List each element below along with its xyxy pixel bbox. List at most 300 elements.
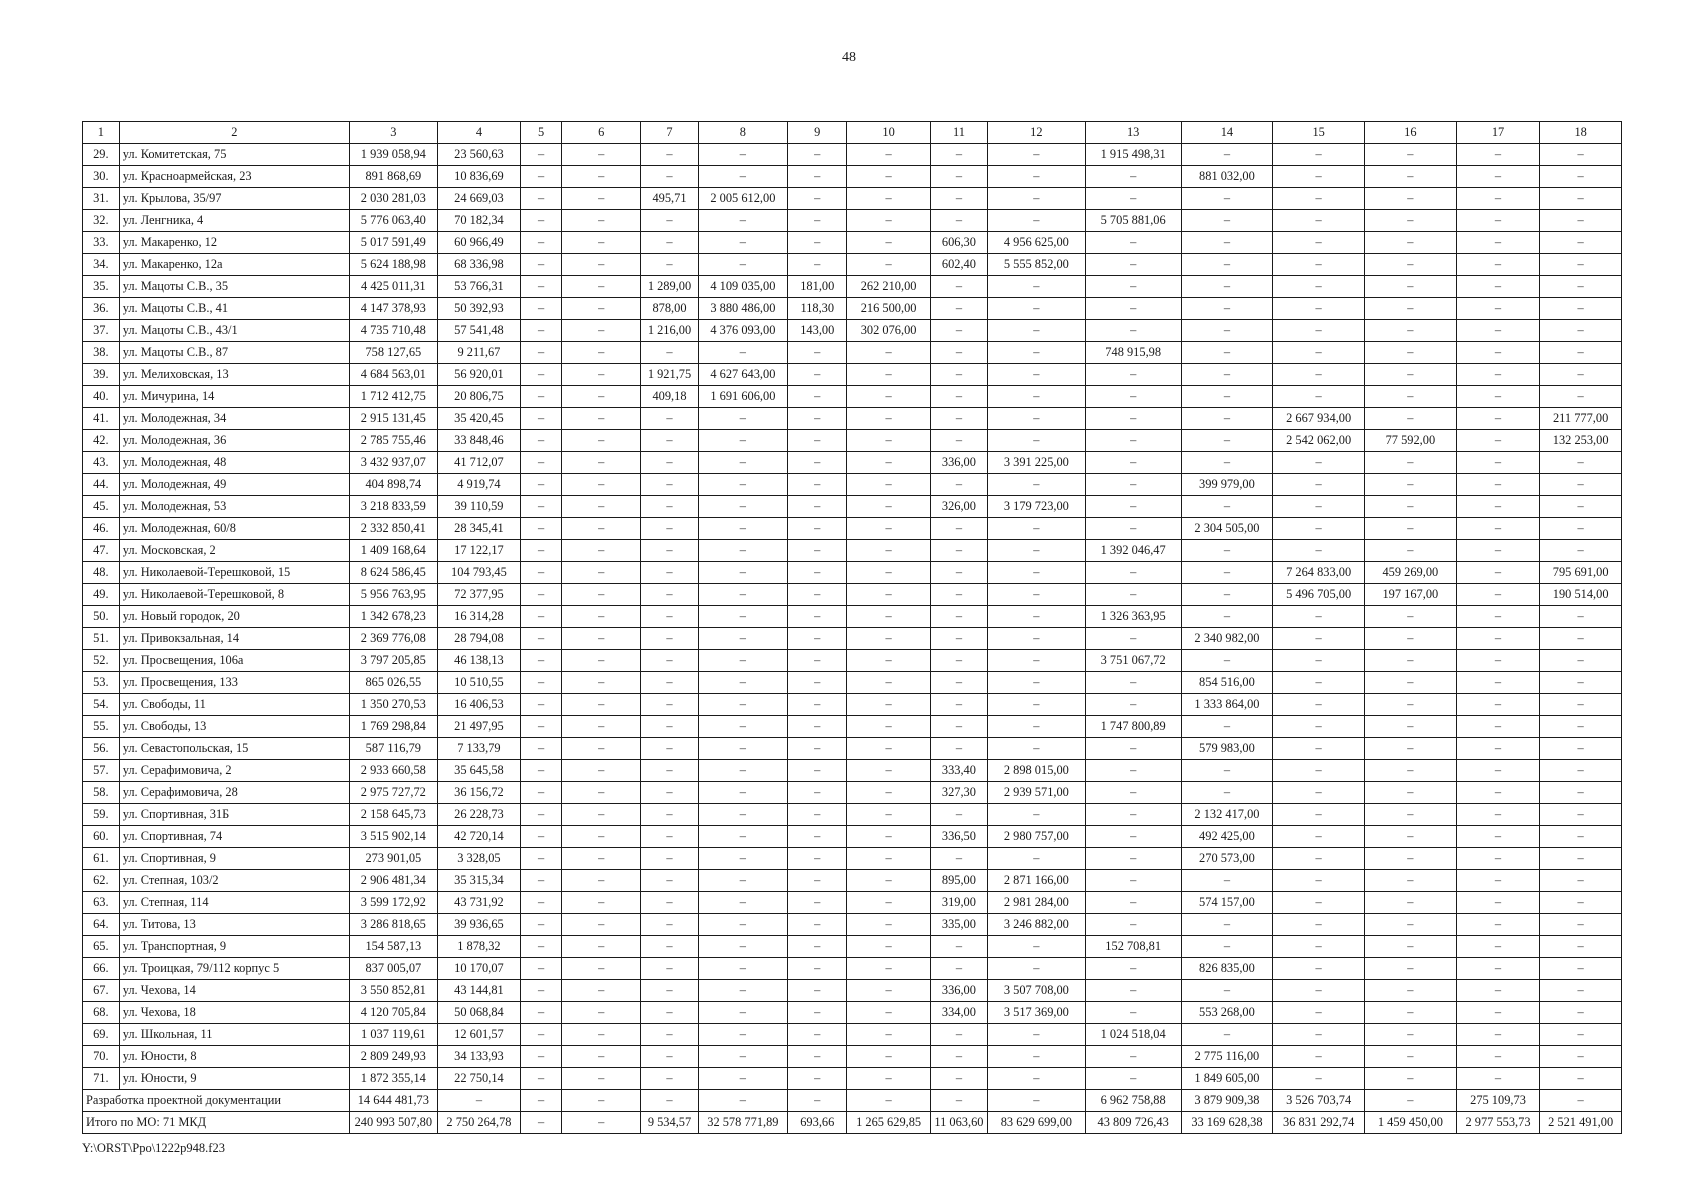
- value-cell: 10 510,55: [437, 672, 521, 694]
- empty-dash-cell: –: [1181, 144, 1273, 166]
- empty-dash-cell: –: [561, 210, 640, 232]
- value-cell: 4 147 378,93: [350, 298, 438, 320]
- empty-dash-cell: –: [1273, 386, 1365, 408]
- empty-dash-cell: –: [1181, 782, 1273, 804]
- empty-dash-cell: –: [561, 716, 640, 738]
- empty-dash-cell: –: [788, 144, 847, 166]
- design-documentation-row-label: Разработка проектной документации: [83, 1090, 350, 1112]
- value-cell: 891 868,69: [350, 166, 438, 188]
- value-cell: 41 712,07: [437, 452, 521, 474]
- empty-dash-cell: –: [1456, 870, 1540, 892]
- row-number-cell: 71.: [83, 1068, 120, 1090]
- value-cell: 1 409 168,64: [350, 540, 438, 562]
- empty-dash-cell: –: [1085, 870, 1181, 892]
- empty-dash-cell: –: [641, 1068, 698, 1090]
- row-number-cell: 56.: [83, 738, 120, 760]
- empty-dash-cell: –: [561, 606, 640, 628]
- empty-dash-cell: –: [930, 298, 987, 320]
- empty-dash-cell: –: [1365, 1068, 1457, 1090]
- empty-dash-cell: –: [930, 342, 987, 364]
- empty-dash-cell: –: [847, 980, 931, 1002]
- header-row: [83, 122, 1622, 144]
- value-cell: 26 228,73: [437, 804, 521, 826]
- empty-dash-cell: –: [930, 936, 987, 958]
- empty-dash-cell: –: [698, 804, 788, 826]
- value-cell: 2 369 776,08: [350, 628, 438, 650]
- empty-dash-cell: –: [987, 1046, 1085, 1068]
- value-cell: 606,30: [930, 232, 987, 254]
- empty-dash-cell: –: [521, 518, 562, 540]
- address-cell: ул. Чехова, 18: [119, 1002, 349, 1024]
- empty-dash-cell: –: [1365, 870, 1457, 892]
- empty-dash-cell: –: [698, 870, 788, 892]
- row-number-cell: 35.: [83, 276, 120, 298]
- empty-dash-cell: –: [1540, 496, 1622, 518]
- empty-dash-cell: –: [561, 760, 640, 782]
- empty-dash-cell: –: [641, 958, 698, 980]
- empty-dash-cell: –: [1085, 628, 1181, 650]
- empty-dash-cell: –: [698, 694, 788, 716]
- empty-dash-cell: –: [930, 188, 987, 210]
- address-cell: ул. Макаренко, 12: [119, 232, 349, 254]
- table-row: [83, 518, 1622, 540]
- empty-dash-cell: –: [1540, 914, 1622, 936]
- value-cell: 5 555 852,00: [987, 254, 1085, 276]
- value-cell: 12 601,57: [437, 1024, 521, 1046]
- value-cell: 865 026,55: [350, 672, 438, 694]
- empty-dash-cell: –: [1540, 166, 1622, 188]
- value-cell: 197 167,00: [1365, 584, 1457, 606]
- empty-dash-cell: –: [561, 298, 640, 320]
- empty-dash-cell: –: [641, 1046, 698, 1068]
- value-cell: 275 109,73: [1456, 1090, 1540, 1112]
- row-number-cell: 65.: [83, 936, 120, 958]
- empty-dash-cell: –: [1273, 540, 1365, 562]
- empty-dash-cell: –: [1085, 826, 1181, 848]
- empty-dash-cell: –: [1540, 782, 1622, 804]
- address-cell: ул. Ленгника, 4: [119, 210, 349, 232]
- row-number-cell: 62.: [83, 870, 120, 892]
- value-cell: 56 920,01: [437, 364, 521, 386]
- value-cell: 3 328,05: [437, 848, 521, 870]
- empty-dash-cell: –: [561, 628, 640, 650]
- empty-dash-cell: –: [930, 1090, 987, 1112]
- empty-dash-cell: –: [987, 364, 1085, 386]
- empty-dash-cell: –: [1540, 650, 1622, 672]
- empty-dash-cell: –: [437, 1090, 521, 1112]
- value-cell: 53 766,31: [437, 276, 521, 298]
- value-cell: 20 806,75: [437, 386, 521, 408]
- empty-dash-cell: –: [1456, 320, 1540, 342]
- empty-dash-cell: –: [1181, 364, 1273, 386]
- empty-dash-cell: –: [1365, 980, 1457, 1002]
- empty-dash-cell: –: [1085, 914, 1181, 936]
- empty-dash-cell: –: [521, 342, 562, 364]
- empty-dash-cell: –: [1540, 694, 1622, 716]
- empty-dash-cell: –: [561, 232, 640, 254]
- value-cell: 693,66: [788, 1112, 847, 1134]
- empty-dash-cell: –: [1273, 1024, 1365, 1046]
- row-number-cell: 55.: [83, 716, 120, 738]
- empty-dash-cell: –: [641, 716, 698, 738]
- empty-dash-cell: –: [1085, 1068, 1181, 1090]
- empty-dash-cell: –: [1085, 496, 1181, 518]
- value-cell: 43 809 726,43: [1085, 1112, 1181, 1134]
- address-cell: ул. Мичурина, 14: [119, 386, 349, 408]
- empty-dash-cell: –: [698, 628, 788, 650]
- column-header: 17: [1456, 122, 1540, 144]
- value-cell: 2 981 284,00: [987, 892, 1085, 914]
- empty-dash-cell: –: [561, 584, 640, 606]
- empty-dash-cell: –: [788, 386, 847, 408]
- value-cell: 50 392,93: [437, 298, 521, 320]
- address-cell: ул. Серафимовича, 2: [119, 760, 349, 782]
- empty-dash-cell: –: [521, 496, 562, 518]
- empty-dash-cell: –: [641, 848, 698, 870]
- value-cell: 5 624 188,98: [350, 254, 438, 276]
- empty-dash-cell: –: [788, 826, 847, 848]
- empty-dash-cell: –: [788, 1068, 847, 1090]
- empty-dash-cell: –: [521, 474, 562, 496]
- empty-dash-cell: –: [1085, 298, 1181, 320]
- empty-dash-cell: –: [698, 826, 788, 848]
- empty-dash-cell: –: [561, 408, 640, 430]
- table-row: [83, 144, 1622, 166]
- empty-dash-cell: –: [847, 408, 931, 430]
- empty-dash-cell: –: [521, 914, 562, 936]
- table-row: [83, 936, 1622, 958]
- empty-dash-cell: –: [1181, 650, 1273, 672]
- empty-dash-cell: –: [1085, 276, 1181, 298]
- value-cell: 2 809 249,93: [350, 1046, 438, 1068]
- empty-dash-cell: –: [930, 1068, 987, 1090]
- empty-dash-cell: –: [1181, 188, 1273, 210]
- file-path-footer: Y:\ORST\Ppo\1222p948.f23: [82, 1141, 225, 1155]
- value-cell: 748 915,98: [1085, 342, 1181, 364]
- empty-dash-cell: –: [1540, 452, 1622, 474]
- value-cell: 181,00: [788, 276, 847, 298]
- value-cell: 895,00: [930, 870, 987, 892]
- empty-dash-cell: –: [788, 562, 847, 584]
- empty-dash-cell: –: [987, 562, 1085, 584]
- empty-dash-cell: –: [1273, 672, 1365, 694]
- empty-dash-cell: –: [1456, 452, 1540, 474]
- empty-dash-cell: –: [1456, 892, 1540, 914]
- value-cell: 2 933 660,58: [350, 760, 438, 782]
- empty-dash-cell: –: [641, 870, 698, 892]
- address-cell: ул. Чехова, 14: [119, 980, 349, 1002]
- table-row: [83, 980, 1622, 1002]
- empty-dash-cell: –: [1085, 474, 1181, 496]
- empty-dash-cell: –: [561, 144, 640, 166]
- empty-dash-cell: –: [788, 694, 847, 716]
- empty-dash-cell: –: [521, 650, 562, 672]
- empty-dash-cell: –: [698, 980, 788, 1002]
- empty-dash-cell: –: [1365, 738, 1457, 760]
- empty-dash-cell: –: [1540, 716, 1622, 738]
- row-number-cell: 40.: [83, 386, 120, 408]
- empty-dash-cell: –: [1456, 430, 1540, 452]
- empty-dash-cell: –: [987, 628, 1085, 650]
- value-cell: 1 878,32: [437, 936, 521, 958]
- empty-dash-cell: –: [1273, 1002, 1365, 1024]
- row-number-cell: 51.: [83, 628, 120, 650]
- value-cell: 211 777,00: [1540, 408, 1622, 430]
- empty-dash-cell: –: [1273, 628, 1365, 650]
- empty-dash-cell: –: [1540, 298, 1622, 320]
- value-cell: 262 210,00: [847, 276, 931, 298]
- empty-dash-cell: –: [521, 584, 562, 606]
- empty-dash-cell: –: [1456, 804, 1540, 826]
- table-row: [83, 826, 1622, 848]
- row-number-cell: 49.: [83, 584, 120, 606]
- empty-dash-cell: –: [847, 210, 931, 232]
- empty-dash-cell: –: [788, 848, 847, 870]
- value-cell: 143,00: [788, 320, 847, 342]
- empty-dash-cell: –: [698, 342, 788, 364]
- row-number-cell: 70.: [83, 1046, 120, 1068]
- value-cell: 35 645,58: [437, 760, 521, 782]
- empty-dash-cell: –: [641, 606, 698, 628]
- address-cell: ул. Молодежная, 60/8: [119, 518, 349, 540]
- empty-dash-cell: –: [1540, 672, 1622, 694]
- value-cell: 1 939 058,94: [350, 144, 438, 166]
- empty-dash-cell: –: [698, 672, 788, 694]
- empty-dash-cell: –: [1085, 364, 1181, 386]
- empty-dash-cell: –: [847, 892, 931, 914]
- empty-dash-cell: –: [788, 584, 847, 606]
- empty-dash-cell: –: [1456, 628, 1540, 650]
- empty-dash-cell: –: [698, 958, 788, 980]
- address-cell: ул. Молодежная, 53: [119, 496, 349, 518]
- empty-dash-cell: –: [1365, 320, 1457, 342]
- empty-dash-cell: –: [847, 1090, 931, 1112]
- empty-dash-cell: –: [930, 804, 987, 826]
- empty-dash-cell: –: [987, 518, 1085, 540]
- table-row: [83, 540, 1622, 562]
- empty-dash-cell: –: [561, 782, 640, 804]
- empty-dash-cell: –: [987, 1090, 1085, 1112]
- empty-dash-cell: –: [1540, 870, 1622, 892]
- column-header: 14: [1181, 122, 1273, 144]
- empty-dash-cell: –: [698, 848, 788, 870]
- row-number-cell: 54.: [83, 694, 120, 716]
- table-row: [83, 474, 1622, 496]
- empty-dash-cell: –: [1540, 848, 1622, 870]
- value-cell: 4 376 093,00: [698, 320, 788, 342]
- empty-dash-cell: –: [847, 1068, 931, 1090]
- empty-dash-cell: –: [987, 474, 1085, 496]
- empty-dash-cell: –: [1181, 606, 1273, 628]
- empty-dash-cell: –: [930, 628, 987, 650]
- value-cell: 3 797 205,85: [350, 650, 438, 672]
- empty-dash-cell: –: [1365, 188, 1457, 210]
- empty-dash-cell: –: [521, 408, 562, 430]
- empty-dash-cell: –: [788, 782, 847, 804]
- value-cell: 6 962 758,88: [1085, 1090, 1181, 1112]
- address-cell: ул. Привокзальная, 14: [119, 628, 349, 650]
- empty-dash-cell: –: [1273, 826, 1365, 848]
- empty-dash-cell: –: [1085, 804, 1181, 826]
- empty-dash-cell: –: [698, 144, 788, 166]
- empty-dash-cell: –: [561, 694, 640, 716]
- empty-dash-cell: –: [987, 144, 1085, 166]
- value-cell: 5 705 881,06: [1085, 210, 1181, 232]
- address-cell: ул. Юности, 8: [119, 1046, 349, 1068]
- value-cell: 3 507 708,00: [987, 980, 1085, 1002]
- empty-dash-cell: –: [1456, 364, 1540, 386]
- table-row: [83, 848, 1622, 870]
- value-cell: 333,40: [930, 760, 987, 782]
- table-row: [83, 562, 1622, 584]
- empty-dash-cell: –: [1365, 672, 1457, 694]
- empty-dash-cell: –: [1540, 628, 1622, 650]
- empty-dash-cell: –: [1365, 254, 1457, 276]
- empty-dash-cell: –: [561, 1068, 640, 1090]
- empty-dash-cell: –: [1085, 320, 1181, 342]
- empty-dash-cell: –: [930, 144, 987, 166]
- empty-dash-cell: –: [1456, 254, 1540, 276]
- column-header: 1: [83, 122, 120, 144]
- empty-dash-cell: –: [521, 364, 562, 386]
- table-row: [83, 386, 1622, 408]
- value-cell: 34 133,93: [437, 1046, 521, 1068]
- empty-dash-cell: –: [561, 562, 640, 584]
- empty-dash-cell: –: [1273, 276, 1365, 298]
- empty-dash-cell: –: [1365, 1002, 1457, 1024]
- value-cell: 3 432 937,07: [350, 452, 438, 474]
- address-cell: ул. Степная, 103/2: [119, 870, 349, 892]
- empty-dash-cell: –: [987, 540, 1085, 562]
- value-cell: 1 459 450,00: [1365, 1112, 1457, 1134]
- empty-dash-cell: –: [1540, 738, 1622, 760]
- table-row: [83, 188, 1622, 210]
- empty-dash-cell: –: [847, 1002, 931, 1024]
- empty-dash-cell: –: [987, 716, 1085, 738]
- empty-dash-cell: –: [641, 540, 698, 562]
- empty-dash-cell: –: [788, 408, 847, 430]
- empty-dash-cell: –: [1456, 584, 1540, 606]
- empty-dash-cell: –: [1365, 694, 1457, 716]
- table-row: [83, 628, 1622, 650]
- empty-dash-cell: –: [1456, 738, 1540, 760]
- empty-dash-cell: –: [987, 936, 1085, 958]
- empty-dash-cell: –: [1085, 188, 1181, 210]
- empty-dash-cell: –: [1365, 232, 1457, 254]
- value-cell: 23 560,63: [437, 144, 521, 166]
- value-cell: 1 747 800,89: [1085, 716, 1181, 738]
- empty-dash-cell: –: [788, 496, 847, 518]
- empty-dash-cell: –: [561, 452, 640, 474]
- value-cell: 4 425 011,31: [350, 276, 438, 298]
- address-cell: ул. Просвещения, 106а: [119, 650, 349, 672]
- empty-dash-cell: –: [1181, 716, 1273, 738]
- row-number-cell: 59.: [83, 804, 120, 826]
- empty-dash-cell: –: [930, 694, 987, 716]
- value-cell: 335,00: [930, 914, 987, 936]
- empty-dash-cell: –: [1540, 518, 1622, 540]
- empty-dash-cell: –: [1273, 452, 1365, 474]
- empty-dash-cell: –: [1456, 298, 1540, 320]
- empty-dash-cell: –: [1273, 342, 1365, 364]
- empty-dash-cell: –: [698, 1024, 788, 1046]
- empty-dash-cell: –: [641, 210, 698, 232]
- empty-dash-cell: –: [788, 892, 847, 914]
- empty-dash-cell: –: [1181, 254, 1273, 276]
- empty-dash-cell: –: [561, 276, 640, 298]
- empty-dash-cell: –: [561, 672, 640, 694]
- empty-dash-cell: –: [1365, 716, 1457, 738]
- value-cell: 1 289,00: [641, 276, 698, 298]
- empty-dash-cell: –: [1540, 1068, 1622, 1090]
- empty-dash-cell: –: [641, 254, 698, 276]
- empty-dash-cell: –: [561, 430, 640, 452]
- empty-dash-cell: –: [561, 496, 640, 518]
- value-cell: 9 534,57: [641, 1112, 698, 1134]
- column-header: 15: [1273, 122, 1365, 144]
- value-cell: 404 898,74: [350, 474, 438, 496]
- empty-dash-cell: –: [698, 254, 788, 276]
- empty-dash-cell: –: [521, 892, 562, 914]
- empty-dash-cell: –: [788, 474, 847, 496]
- value-cell: 4 109 035,00: [698, 276, 788, 298]
- empty-dash-cell: –: [521, 958, 562, 980]
- empty-dash-cell: –: [1540, 980, 1622, 1002]
- empty-dash-cell: –: [847, 848, 931, 870]
- table-row: [83, 364, 1622, 386]
- empty-dash-cell: –: [1181, 936, 1273, 958]
- empty-dash-cell: –: [1456, 232, 1540, 254]
- empty-dash-cell: –: [641, 892, 698, 914]
- value-cell: 878,00: [641, 298, 698, 320]
- empty-dash-cell: –: [521, 738, 562, 760]
- row-number-cell: 38.: [83, 342, 120, 364]
- value-cell: 3 599 172,92: [350, 892, 438, 914]
- empty-dash-cell: –: [1273, 1068, 1365, 1090]
- value-cell: 57 541,48: [437, 320, 521, 342]
- empty-dash-cell: –: [1273, 518, 1365, 540]
- empty-dash-cell: –: [1085, 408, 1181, 430]
- value-cell: 4 735 710,48: [350, 320, 438, 342]
- empty-dash-cell: –: [847, 716, 931, 738]
- value-cell: 1 024 518,04: [1085, 1024, 1181, 1046]
- empty-dash-cell: –: [641, 628, 698, 650]
- empty-dash-cell: –: [561, 848, 640, 870]
- empty-dash-cell: –: [698, 1068, 788, 1090]
- table-row: [83, 958, 1622, 980]
- empty-dash-cell: –: [788, 188, 847, 210]
- empty-dash-cell: –: [1365, 518, 1457, 540]
- empty-dash-cell: –: [641, 144, 698, 166]
- empty-dash-cell: –: [521, 826, 562, 848]
- value-cell: 2 975 727,72: [350, 782, 438, 804]
- table-row: [83, 584, 1622, 606]
- table-row: [83, 320, 1622, 342]
- value-cell: 11 063,60: [930, 1112, 987, 1134]
- value-cell: 2 775 116,00: [1181, 1046, 1273, 1068]
- empty-dash-cell: –: [847, 826, 931, 848]
- row-number-cell: 39.: [83, 364, 120, 386]
- value-cell: 2 667 934,00: [1273, 408, 1365, 430]
- value-cell: 3 286 818,65: [350, 914, 438, 936]
- empty-dash-cell: –: [1456, 1068, 1540, 1090]
- empty-dash-cell: –: [788, 518, 847, 540]
- value-cell: 4 919,74: [437, 474, 521, 496]
- empty-dash-cell: –: [1540, 386, 1622, 408]
- value-cell: 8 624 586,45: [350, 562, 438, 584]
- value-cell: 459 269,00: [1365, 562, 1457, 584]
- value-cell: 2 521 491,00: [1540, 1112, 1622, 1134]
